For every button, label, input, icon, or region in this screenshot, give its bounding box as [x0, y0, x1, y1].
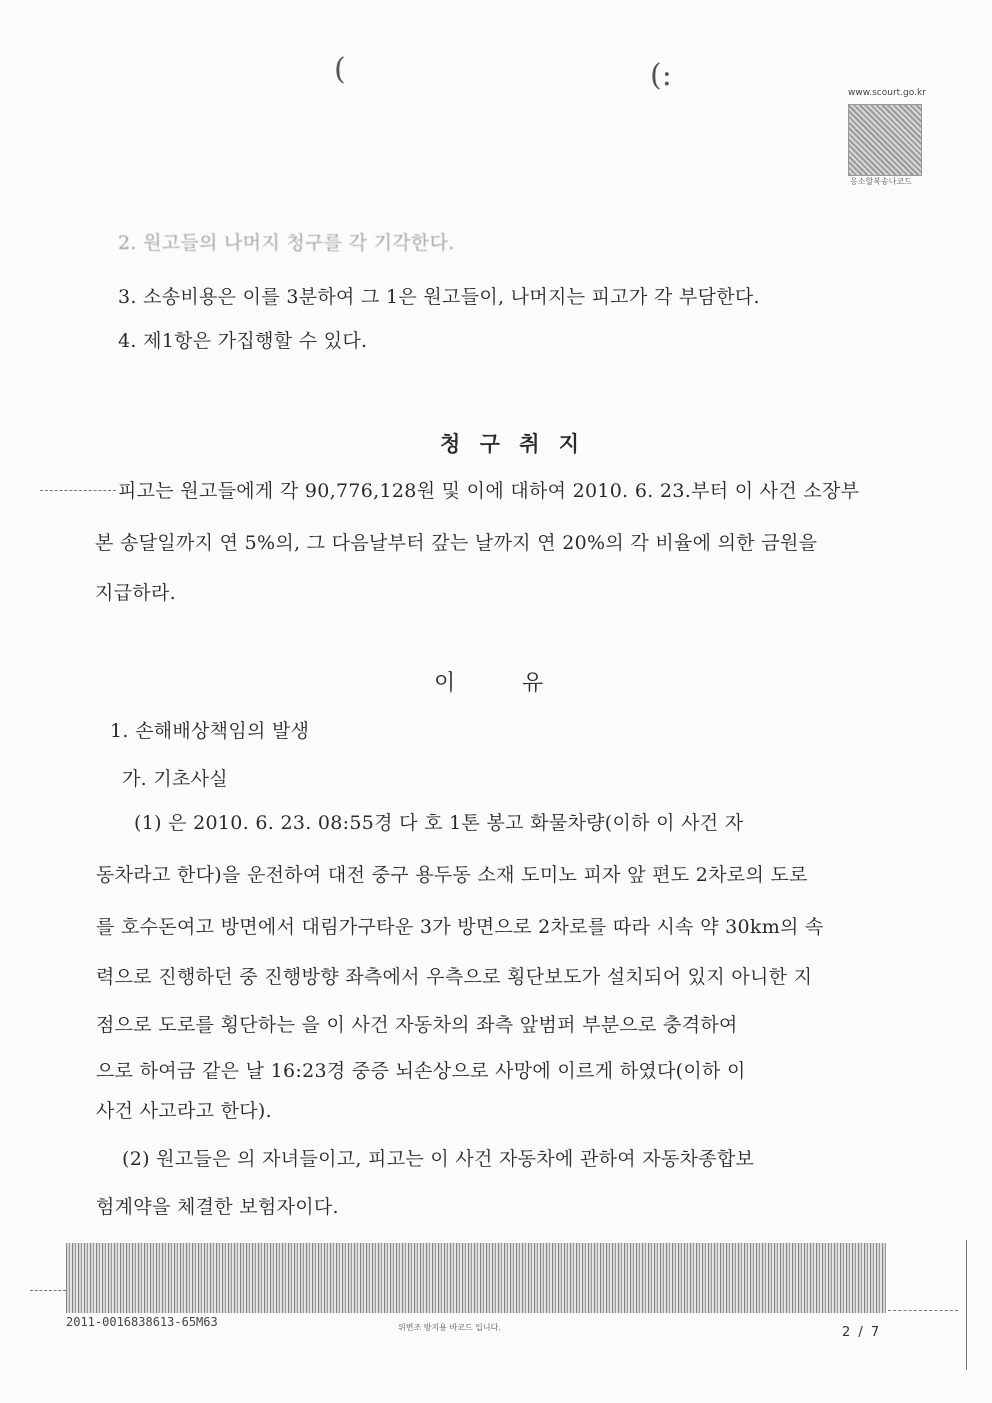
document-id: 2011-0016838613-65M63 — [66, 1315, 218, 1329]
page-number: 2 / 7 — [842, 1325, 882, 1340]
claim-line-2: 본 송달일까지 연 5%의, 그 다음날부터 갚는 날까지 연 20%의 각 비율에 의한 금원을 — [95, 532, 818, 554]
para2-line-1: (2) 원고들은 의 자녀들이고, 피고는 이 사건 자동차에 관하여 자동차종합보 — [122, 1148, 755, 1170]
claim-line-1: 피고는 원고들에게 각 90,776,128원 및 이에 대하여 2010. 6. 23.부터 이 사건 소장부 — [118, 480, 860, 502]
judgment-line-2: 2. 원고들의 나머지 청구를 각 기각한다. — [118, 232, 455, 254]
judgment-line-3: 3. 소송비용은 이를 3분하여 그 1은 원고들이, 나머지는 피고가 각 부담한다. — [118, 286, 760, 308]
scan-dash-left — [40, 490, 116, 491]
anti-forgery-barcode — [66, 1243, 886, 1313]
judgment-line-4: 4. 제1항은 가집행할 수 있다. — [118, 330, 368, 352]
qr-code — [848, 104, 922, 176]
para1-line-6: 으로 하여금 같은 날 16:23경 중증 뇌손상으로 사망에 이르게 하였다(이하 이 — [96, 1060, 746, 1082]
para1-line-3: 를 호수돈여고 방면에서 대림가구타운 3가 방면으로 2차로를 따라 시속 약 30km의 속 — [96, 916, 824, 938]
para1-line-2: 동차라고 한다)을 운전하여 대전 중구 용두동 소재 도미노 피자 앞 편도 2차로의 도로 — [96, 864, 808, 886]
claim-heading: 청 구 취 지 — [440, 431, 586, 456]
section-1-title: 1. 손해배상책임의 발생 — [110, 720, 310, 742]
para1-line-4: 력으로 진행하던 중 진행방향 좌측에서 우측으로 횡단보도가 설치되어 있지 아니한 지 — [96, 966, 813, 988]
claim-line-3: 지급하라. — [95, 582, 176, 604]
scan-dash-footer-right — [888, 1310, 958, 1311]
scan-edge-line — [966, 1240, 967, 1370]
para1-line-1: (1) 은 2010. 6. 23. 08:55경 다 호 1톤 봉고 화물차량(이하 이 사건 자 — [134, 812, 744, 834]
scan-mark-left: ( — [334, 52, 346, 87]
barcode-note: 위변조 방지용 바코드 입니다. — [398, 1323, 501, 1332]
scan-dash-footer-left — [30, 1290, 66, 1291]
qr-caption: 응소할복송나코드 — [850, 177, 912, 186]
para1-line-7: 사건 사고라고 한다). — [96, 1100, 272, 1122]
reasons-heading-a: 이 — [434, 671, 456, 696]
para2-line-2: 험계약을 체결한 보험자이다. — [96, 1196, 339, 1218]
para1-line-5: 점으로 도로를 횡단하는 을 이 사건 자동차의 좌측 앞범퍼 부분으로 충격하여 — [96, 1014, 738, 1036]
subsection-a-title: 가. 기초사실 — [122, 768, 228, 790]
reasons-heading-b: 유 — [522, 671, 544, 696]
scan-mark-right: (: — [650, 58, 672, 93]
qr-url: www.scourt.go.kr — [848, 88, 926, 98]
